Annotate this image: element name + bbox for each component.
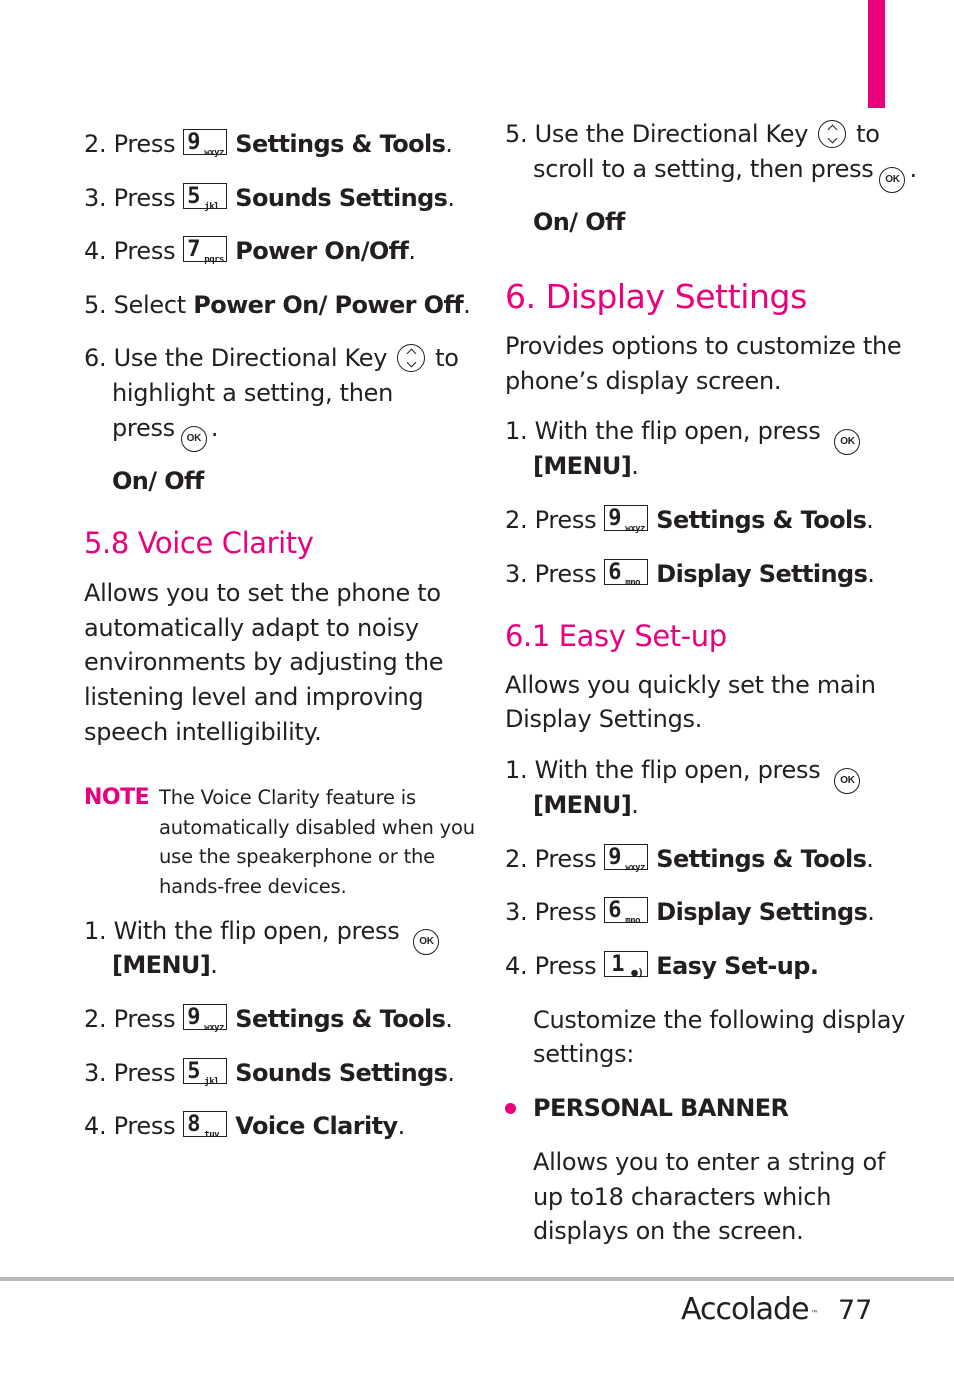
display-desc-1: Provides options to customize the [505,332,902,360]
key-9-icon: 9 wxyz [183,129,227,155]
left-vc-step-1-menu: [MENU]. [112,951,218,979]
ok-key-icon: OK [181,426,207,452]
right-es-step-1: 1. With the flip open, press OK [505,754,864,794]
key-6-icon: 6 mno [604,559,648,585]
key-9-icon: 9 wxyz [183,1004,227,1030]
key-1-voicemail-icon: 1 ●) [604,951,648,977]
display-desc-2: phone’s display screen. [505,367,782,395]
right-ds-step-3: 3. Press 6 mno Display Settings. [505,560,875,588]
key-5-icon: 5 jkl [183,183,227,209]
personal-banner-desc-2: up to18 characters which [533,1183,832,1211]
right-es-step-3: 3. Press 6 mno Display Settings. [505,898,875,926]
left-step-3: 3. Press 5 jkl Sounds Settings. [84,184,455,212]
ok-key-icon: OK [879,167,905,193]
chapter-tab-marker [868,0,885,108]
left-step-6-line-3: press OK . [112,412,218,452]
footer-divider [0,1277,954,1281]
left-step-6: 6. Use the Directional Key to [84,344,459,372]
easy-setup-desc-2: Display Settings. [505,705,703,733]
footer-brand-logo: Accolade ™ [681,1292,818,1327]
ok-key-icon: OK [834,429,860,455]
voice-clarity-desc-5: speech intelligibility. [84,718,322,746]
page-number: 77 [838,1295,873,1326]
left-on-off: On/ Off [112,467,204,495]
key-9-icon: 9 wxyz [604,505,648,531]
note-label: NOTE [84,785,150,810]
directional-key-icon [818,120,846,148]
personal-banner-desc-3: displays on the screen. [533,1217,804,1245]
directional-key-icon [397,344,425,372]
voice-clarity-desc-1: Allows you to set the phone to [84,579,441,607]
right-step-5-line-2: scroll to a setting, then press OK . [533,153,917,193]
personal-banner-desc-1: Allows you to enter a string of [533,1148,885,1176]
left-vc-step-4: 4. Press 8 tuv Voice Clarity. [84,1112,405,1140]
right-ds-step-1: 1. With the flip open, press OK [505,415,864,455]
note-line-3: use the speakerphone or the [159,845,435,868]
right-ds-step-1-menu: [MENU]. [533,452,639,480]
section-title-voice-clarity: 5.8 Voice Clarity [84,526,314,560]
left-step-2: 2. Press 9 wxyz Settings & Tools. [84,130,453,158]
voice-clarity-desc-4: listening level and improving [84,683,424,711]
subsection-title-easy-setup: 6.1 Easy Set-up [505,619,727,653]
key-7-icon: 7 pqrs [183,236,227,262]
customize-line-2: settings: [533,1040,635,1068]
voice-clarity-desc-2: automatically adapt to noisy [84,614,419,642]
right-es-step-4: 4. Press 1 ●) Easy Set-up. [505,952,819,980]
left-vc-step-3: 3. Press 5 jkl Sounds Settings. [84,1059,455,1087]
left-vc-step-2: 2. Press 9 wxyz Settings & Tools. [84,1005,453,1033]
key-6-icon: 6 mno [604,897,648,923]
right-step-5: 5. Use the Directional Key to [505,120,880,148]
note-line-1: The Voice Clarity feature is [159,786,416,809]
right-on-off: On/ Off [533,208,625,236]
key-9-icon: 9 wxyz [604,844,648,870]
key-5-icon: 5 jkl [183,1058,227,1084]
left-step-4: 4. Press 7 pqrs Power On/Off. [84,237,416,265]
key-8-icon: 8 tuv [183,1111,227,1137]
customize-line-1: Customize the following display [533,1006,906,1034]
section-title-display-settings: 6. Display Settings [505,277,807,316]
bullet-title-personal-banner: PERSONAL BANNER [533,1094,789,1122]
bullet-icon [505,1103,516,1114]
ok-key-icon: OK [413,929,439,955]
left-vc-step-1: 1. With the flip open, press OK [84,915,443,955]
voice-clarity-desc-3: environments by adjusting the [84,648,444,676]
right-es-step-2: 2. Press 9 wxyz Settings & Tools. [505,845,874,873]
right-es-step-1-menu: [MENU]. [533,791,639,819]
left-step-6-line-2: highlight a setting, then [112,379,394,407]
ok-key-icon: OK [834,768,860,794]
right-ds-step-2: 2. Press 9 wxyz Settings & Tools. [505,506,874,534]
easy-setup-desc-1: Allows you quickly set the main [505,671,876,699]
note-line-2: automatically disabled when you [159,816,475,839]
note-line-4: hands-free devices. [159,875,347,898]
left-step-5: 5. Select Power On/ Power Off. [84,291,471,319]
